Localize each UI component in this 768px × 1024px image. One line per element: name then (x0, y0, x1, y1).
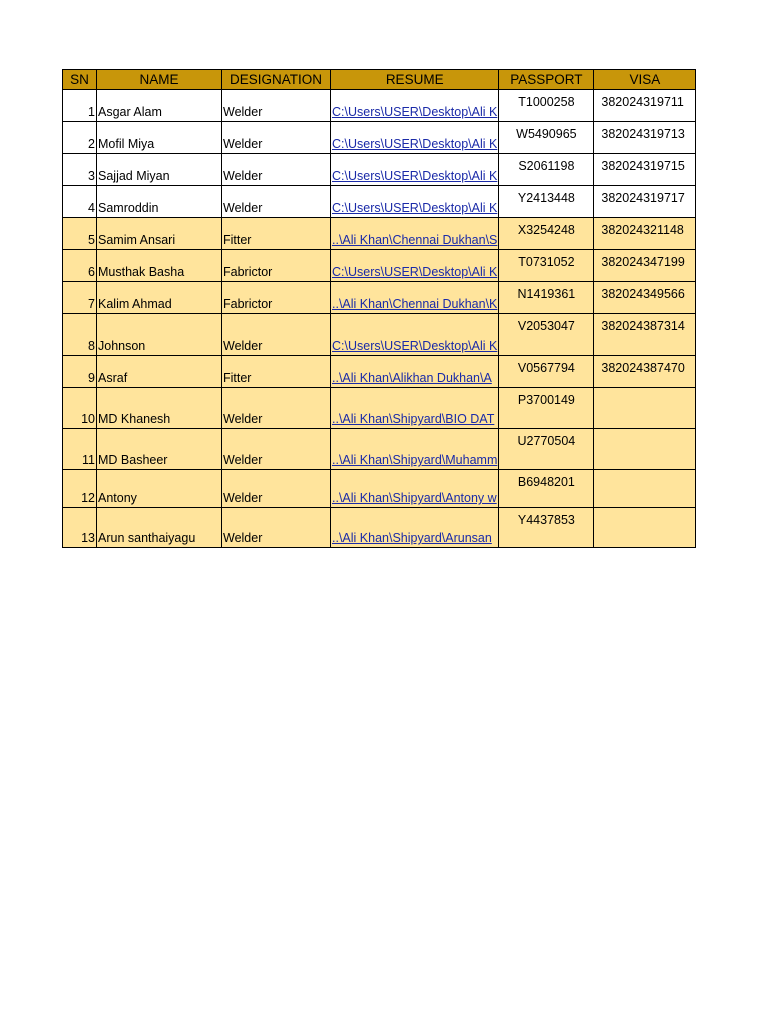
cell-visa (594, 388, 696, 429)
table-row (63, 429, 696, 470)
cell-resume (331, 90, 499, 122)
cell-passport: V0567794 (499, 356, 594, 388)
cell-resume (331, 429, 499, 470)
cell-name: Samim Ansari (97, 218, 222, 250)
table-row (63, 122, 696, 154)
cell-sn: 2 (63, 122, 97, 154)
cell-resume (331, 250, 499, 282)
cell-visa: 382024387314 (594, 314, 696, 356)
cell-resume (331, 508, 499, 548)
resume-link[interactable]: ..\Ali Khan\Shipyard\Muhamm (332, 453, 498, 467)
table-row (63, 186, 696, 218)
table-row (63, 250, 696, 282)
cell-visa: 382024347199 (594, 250, 696, 282)
table-row (63, 282, 696, 314)
cell-visa (594, 429, 696, 470)
resume-link[interactable]: ..\Ali Khan\Alikhan Dukhan\A (332, 371, 492, 385)
header-sn: SN (63, 70, 97, 90)
cell-designation: Fabrictor (222, 250, 331, 282)
cell-visa: 382024321148 (594, 218, 696, 250)
cell-designation: Fitter (222, 356, 331, 388)
cell-visa (594, 470, 696, 508)
cell-designation: Welder (222, 470, 331, 508)
cell-name: Asgar Alam (97, 90, 222, 122)
cell-sn: 8 (63, 314, 97, 356)
cell-sn: 11 (63, 429, 97, 470)
cell-visa: 382024349566 (594, 282, 696, 314)
table-row (63, 356, 696, 388)
header-passport: PASSPORT (499, 70, 594, 90)
resume-link[interactable]: ..\Ali Khan\Chennai Dukhan\S (332, 233, 498, 247)
cell-passport: U2770504 (499, 429, 594, 470)
cell-passport: S2061198 (499, 154, 594, 186)
employee-table (62, 69, 696, 548)
cell-passport: T0731052 (499, 250, 594, 282)
cell-passport: Y2413448 (499, 186, 594, 218)
cell-visa (594, 508, 696, 548)
header-row (63, 70, 696, 90)
header-visa: VISA (594, 70, 696, 90)
cell-resume (331, 154, 499, 186)
table-row (63, 90, 696, 122)
cell-passport: B6948201 (499, 470, 594, 508)
cell-designation: Welder (222, 122, 331, 154)
cell-resume (331, 314, 499, 356)
cell-sn: 13 (63, 508, 97, 548)
cell-designation: Welder (222, 429, 331, 470)
cell-name: MD Khanesh (97, 388, 222, 429)
cell-passport: W5490965 (499, 122, 594, 154)
cell-passport: V2053047 (499, 314, 594, 356)
cell-passport: Y4437853 (499, 508, 594, 548)
cell-passport: T1000258 (499, 90, 594, 122)
cell-sn: 12 (63, 470, 97, 508)
cell-designation: Welder (222, 90, 331, 122)
cell-sn: 6 (63, 250, 97, 282)
cell-passport: P3700149 (499, 388, 594, 429)
cell-name: Sajjad Miyan (97, 154, 222, 186)
cell-sn: 9 (63, 356, 97, 388)
cell-visa: 382024319711 (594, 90, 696, 122)
cell-resume (331, 122, 499, 154)
header-resume: RESUME (331, 70, 499, 90)
cell-sn: 7 (63, 282, 97, 314)
cell-name: Musthak Basha (97, 250, 222, 282)
cell-resume (331, 356, 499, 388)
cell-sn: 10 (63, 388, 97, 429)
cell-passport: X3254248 (499, 218, 594, 250)
table-row (63, 470, 696, 508)
resume-link[interactable]: ..\Ali Khan\Shipyard\BIO DAT (332, 412, 495, 426)
table-row (63, 314, 696, 356)
cell-resume (331, 470, 499, 508)
resume-link[interactable]: C:\Users\USER\Desktop\Ali K (332, 201, 498, 215)
cell-name: Mofil Miya (97, 122, 222, 154)
cell-name: Arun santhaiyagu (97, 508, 222, 548)
cell-sn: 1 (63, 90, 97, 122)
cell-name: Johnson (97, 314, 222, 356)
resume-link[interactable]: C:\Users\USER\Desktop\Ali K (332, 339, 498, 353)
cell-resume (331, 218, 499, 250)
cell-designation: Welder (222, 388, 331, 429)
resume-link[interactable]: C:\Users\USER\Desktop\Ali K (332, 265, 498, 279)
cell-visa: 382024319715 (594, 154, 696, 186)
cell-resume (331, 388, 499, 429)
resume-link[interactable]: C:\Users\USER\Desktop\Ali K (332, 169, 498, 183)
cell-sn: 4 (63, 186, 97, 218)
table-row (63, 218, 696, 250)
cell-visa: 382024319717 (594, 186, 696, 218)
cell-name: MD Basheer (97, 429, 222, 470)
cell-name: Kalim Ahmad (97, 282, 222, 314)
cell-designation: Fitter (222, 218, 331, 250)
cell-name: Samroddin (97, 186, 222, 218)
resume-link[interactable]: ..\Ali Khan\Chennai Dukhan\K (332, 297, 498, 311)
cell-resume (331, 186, 499, 218)
cell-visa: 382024319713 (594, 122, 696, 154)
table-row (63, 154, 696, 186)
cell-sn: 5 (63, 218, 97, 250)
cell-passport: N1419361 (499, 282, 594, 314)
resume-link[interactable]: C:\Users\USER\Desktop\Ali K (332, 137, 498, 151)
cell-resume (331, 282, 499, 314)
cell-designation: Fabrictor (222, 282, 331, 314)
resume-link[interactable]: ..\Ali Khan\Shipyard\Antony w (332, 491, 497, 505)
cell-name: Asraf (97, 356, 222, 388)
table-row (63, 508, 696, 548)
cell-designation: Welder (222, 508, 331, 548)
resume-link[interactable]: C:\Users\USER\Desktop\Ali K (332, 105, 498, 119)
cell-designation: Welder (222, 154, 331, 186)
resume-link[interactable]: ..\Ali Khan\Shipyard\Arunsan (332, 531, 492, 545)
header-name: NAME (97, 70, 222, 90)
cell-designation: Welder (222, 186, 331, 218)
cell-sn: 3 (63, 154, 97, 186)
header-designation: DESIGNATION (222, 70, 331, 90)
cell-name: Antony (97, 470, 222, 508)
cell-visa: 382024387470 (594, 356, 696, 388)
cell-designation: Welder (222, 314, 331, 356)
table-row (63, 388, 696, 429)
